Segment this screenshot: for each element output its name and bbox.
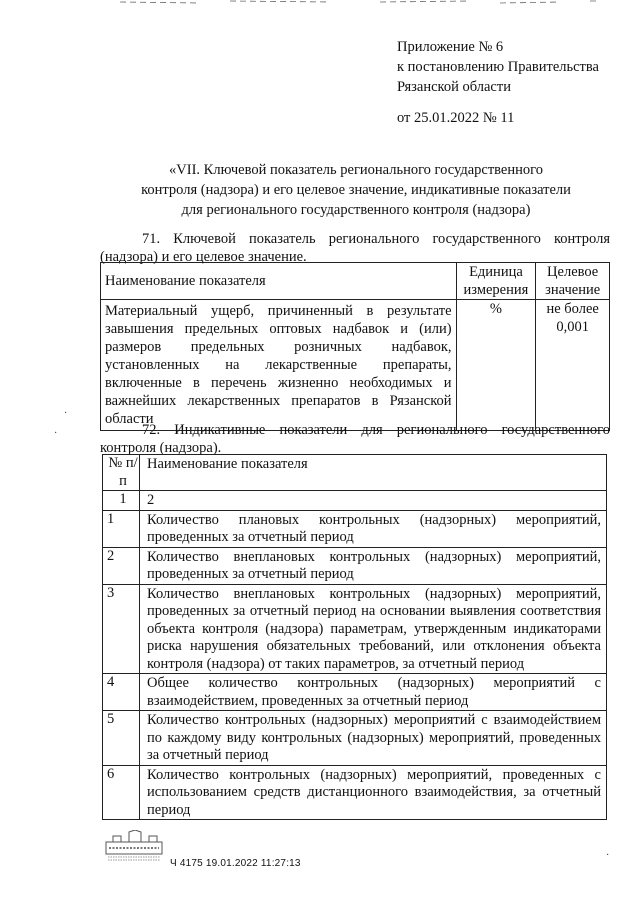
row-number: 6: [103, 765, 140, 820]
target-cell: не более 0,001: [536, 300, 610, 431]
indicator-name-cell: Материальный ущерб, причиненный в результате завышения предельных оптовых надбавок и (или) размеров предельных розничных надбавок, установленных на лекарственные препараты, включенные в перечень жизненно необходимых и важнейших лекарственных препаратов в Рязанской области: [101, 300, 457, 431]
row-number: 4: [103, 674, 140, 711]
header-number: № п/п: [103, 455, 140, 491]
section-heading: [100, 160, 612, 220]
table-row: [101, 300, 610, 431]
column-number-1: 1: [103, 491, 140, 511]
table-row: [103, 711, 607, 766]
table-row: [103, 510, 607, 547]
scan-mark: ·: [64, 408, 68, 419]
row-indicator-text: Количество внеплановых контрольных (надзорных) мероприятий, проведенных за отчетный период на основании выявления соответствия объекта контроля (надзора) параметрам, утвержденным индикаторами риска нарушения обязательных требований, или отклонения объекта контроля (надзора) от таких параметров, за отчетный период: [140, 584, 607, 674]
header-indicator-name: Наименование показателя: [140, 455, 607, 491]
column-number-2: 2: [140, 491, 607, 511]
registration-value: 4175 19.01.2022 11:27:13: [179, 858, 301, 869]
appendix-date: от 25.01.2022 № 11: [397, 110, 515, 126]
column-number-row: [103, 491, 607, 511]
indicative-indicators-table: [102, 454, 607, 820]
paragraph-72: 72. Индикативные показатели для регионального государственного контроля (надзора).: [100, 422, 610, 456]
paragraph-71: 71. Ключевой показатель регионального государственного контроля (надзора) и его целевое значение.: [100, 231, 610, 265]
table-header-row: [103, 455, 607, 491]
scan-mark: ·: [606, 850, 610, 861]
heading-line-1: «VII. Ключевой показатель регионального государственного: [169, 162, 543, 178]
row-number: 3: [103, 584, 140, 674]
header-unit: Единица измерения: [456, 263, 536, 300]
header-target: Целевое значение: [536, 263, 610, 300]
row-indicator-text: Количество контрольных (надзорных) мероприятий, проведенных с использованием средств дистанционного взаимодействия, за отчетный период: [140, 765, 607, 820]
table-row: [103, 584, 607, 674]
appendix-resolution: к постановлению Правительства: [397, 59, 599, 75]
row-number: 1: [103, 510, 140, 547]
table-row: [103, 765, 607, 820]
row-indicator-text: Количество внеплановых контрольных (надзорных) мероприятий, проведенных за отчетный период: [140, 547, 607, 584]
registration-number: [170, 858, 301, 869]
table-row: [103, 674, 607, 711]
appendix-block: [397, 37, 599, 128]
row-number: 5: [103, 711, 140, 766]
row-indicator-text: Количество плановых контрольных (надзорных) мероприятий, проведенных за отчетный период: [140, 510, 607, 547]
header-indicator-name: Наименование показателя: [101, 263, 457, 300]
row-indicator-text: Количество контрольных (надзорных) мероприятий с взаимодействием по каждому виду контрольных (надзорных) мероприятий, проведенных за отчетный период: [140, 711, 607, 766]
table-row: [103, 547, 607, 584]
row-indicator-text: Общее количество контрольных (надзорных) мероприятий с взаимодействием, проведенных за отчетный период: [140, 674, 607, 711]
scan-mark: ·: [54, 428, 58, 439]
appendix-region: Рязанской области: [397, 79, 511, 95]
registry-stamp-icon: [105, 830, 163, 862]
table-header-row: [101, 263, 610, 300]
registration-sign: Ч: [170, 858, 177, 869]
appendix-number: Приложение № 6: [397, 39, 504, 55]
scan-edge-artifact: [0, 0, 640, 5]
unit-cell: %: [456, 300, 536, 431]
heading-line-2: контроля (надзора) и его целевое значение, индикативные показатели: [141, 182, 571, 198]
heading-line-3: для регионального государственного контроля (надзора): [181, 202, 531, 218]
key-indicator-table: [100, 262, 610, 431]
row-number: 2: [103, 547, 140, 584]
